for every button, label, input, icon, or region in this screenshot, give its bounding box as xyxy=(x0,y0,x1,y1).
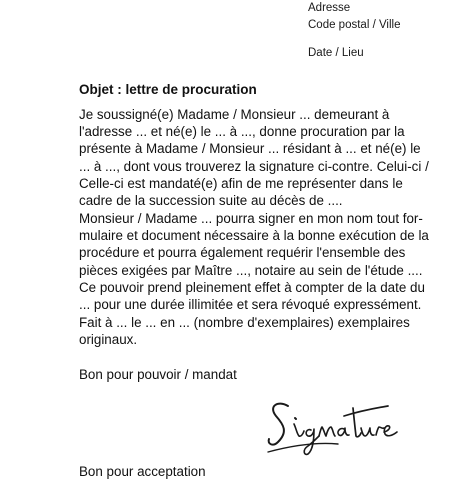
text-line: Monsieur / Madame ... pourra signer en mon nom tout for- xyxy=(79,211,423,226)
text-line: l'adresse ... et né(e) le ... à ..., donne procuration par la xyxy=(79,124,405,140)
sender-address: Adresse xyxy=(308,2,351,14)
text-line: procédure et pourra également requérir l'ensemble des xyxy=(79,245,406,261)
sender-postal-city: Code postal / Ville xyxy=(308,19,401,31)
text-line: ... à ..., dont vous trouverez la signature ci-contre. Celui-ci / xyxy=(79,158,429,174)
letter-subject: Objet : lettre de procuration xyxy=(79,82,257,97)
paragraph-mandate-powers xyxy=(79,210,429,313)
text-line: Bon pour acceptation xyxy=(79,464,206,479)
text-line: mulaire et document nécessaire à la bonne exécution de la xyxy=(79,228,429,244)
paragraph-good-for-power xyxy=(79,366,237,383)
text-line: Ce pouvoir prend pleinement effet à compter de la date du xyxy=(79,279,425,295)
text-line: Celle-ci est mandaté(e) afin de me représenter dans le xyxy=(79,175,403,191)
handwritten-signature xyxy=(264,392,414,462)
text-line: originaux. xyxy=(79,332,138,348)
text-line: cadre de la succession suite au décès de .... xyxy=(79,193,343,209)
text-line: Je soussigné(e) Madame / Monsieur ... demeurant à xyxy=(79,107,390,122)
text-line: Bon pour pouvoir / mandat xyxy=(79,367,237,382)
letter-date-place: Date / Lieu xyxy=(308,47,364,59)
text-line: pièces exigées par Maître ..., notaire au sein de l'étude .... xyxy=(79,262,423,278)
text-line: Fait à ... le ... en ... (nombre d'exemplaires) exemplaires xyxy=(79,315,410,330)
paragraph-good-for-acceptance xyxy=(79,463,206,480)
text-line: présente à Madame / Monsieur ... résidant à ... et né(e) le xyxy=(79,141,421,157)
paragraph-made-at xyxy=(79,314,410,348)
paragraph-mandate-declaration xyxy=(79,106,429,209)
text-line: ... pour une durée illimitée et sera révoqué expressément. xyxy=(79,297,422,313)
